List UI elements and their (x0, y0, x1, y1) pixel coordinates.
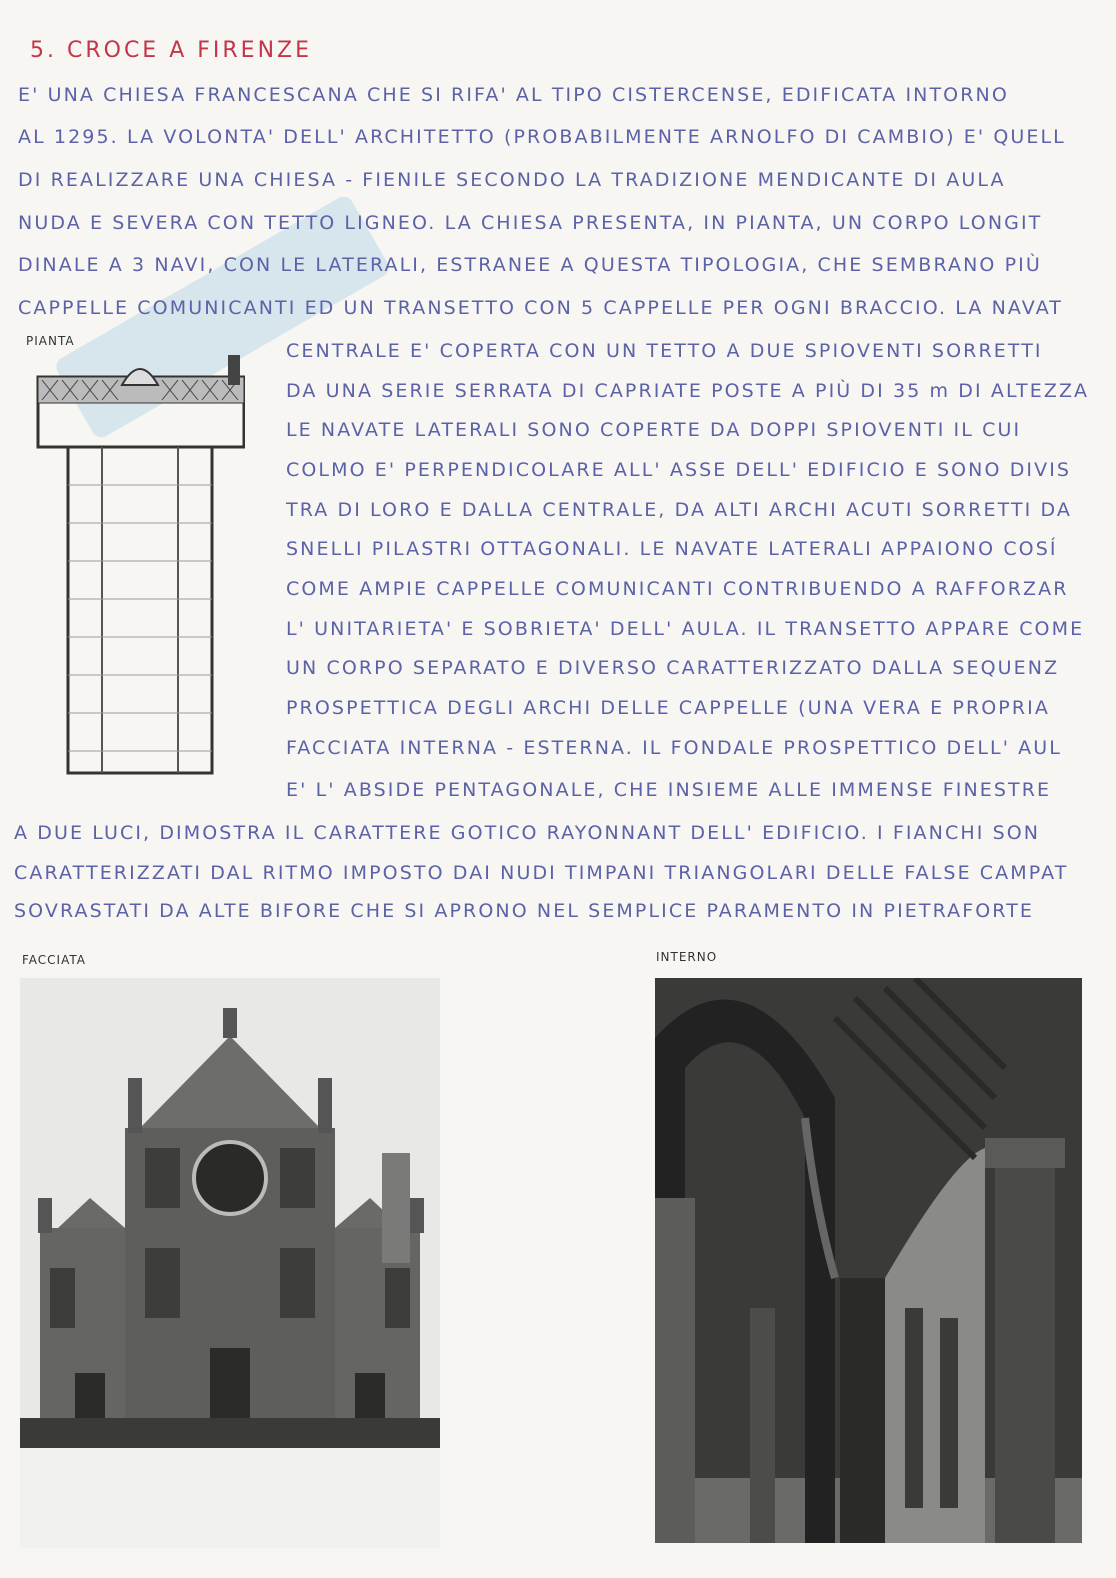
text-line: SNELLI PILASTRI OTTAGONALI. LE NAVATE LATERALI APPAIONO COSÍ (286, 538, 1058, 560)
text-line: CARATTERIZZATI DAL RITMO IMPOSTO DAI NUDI TIMPANI TRIANGOLARI DELLE FALSE CAMPAT (14, 862, 1069, 884)
facade-caption: FACCIATA (22, 953, 86, 967)
text-line: UN CORPO SEPARATO E DIVERSO CARATTERIZZATO DALLA SEQUENZ (286, 657, 1060, 679)
text-line: A DUE LUCI, DIMOSTRA IL CARATTERE GOTICO RAYONNANT DELL' EDIFICIO. I FIANCHI SON (14, 822, 1041, 844)
text-line: L' UNITARIETA' E SOBRIETA' DELL' AULA. IL TRANSETTO APPARE COME (286, 618, 1085, 640)
text-line: COME AMPIE CAPPELLE COMUNICANTI CONTRIBUENDO A RAFFORZAR (286, 578, 1069, 600)
text-line: FACCIATA INTERNA - ESTERNA. IL FONDALE PROSPETTICO DELL' AUL (286, 737, 1062, 759)
text-line: SOVRASTATI DA ALTE BIFORE CHE SI APRONO NEL SEMPLICE PARAMENTO IN PIETRAFORTE (14, 900, 1035, 922)
interior-caption: INTERNO (656, 950, 718, 964)
text-line: E' L' ABSIDE PENTAGONALE, CHE INSIEME ALLE IMMENSE FINESTRE (286, 779, 1052, 801)
text-line: CAPPELLE COMUNICANTI ED UN TRANSETTO CON 5 CAPPELLE PER OGNI BRACCIO. LA NAVAT (18, 297, 1064, 319)
text-line: AL 1295. LA VOLONTA' DELL' ARCHITETTO (PROBABILMENTE ARNOLFO DI CAMBIO) E' QUELL (18, 126, 1066, 148)
text-line: DI REALIZZARE UNA CHIESA - FIENILE SECONDO LA TRADIZIONE MENDICANTE DI AULA (18, 169, 1006, 191)
text-line: TRA DI LORO E DALLA CENTRALE, DA ALTI ARCHI ACUTI SORRETTI DA (286, 499, 1073, 521)
facade-photo (20, 978, 440, 1548)
text-line: E' UNA CHIESA FRANCESCANA CHE SI RIFA' AL TIPO CISTERCENSE, EDIFICATA INTORNO (18, 84, 1009, 106)
interior-photo (655, 978, 1082, 1543)
text-line: DINALE A 3 NAVI, CON LE LATERALI, ESTRANEE A QUESTA TIPOLOGIA, CHE SEMBRANO PIÙ (18, 254, 1042, 276)
text-line: LE NAVATE LATERALI SONO COPERTE DA DOPPI SPIOVENTI IL CUI (286, 419, 1022, 441)
church-floor-plan (30, 355, 245, 780)
text-line: PROSPETTICA DEGLI ARCHI DELLE CAPPELLE (UNA VERA E PROPRIA (286, 697, 1050, 719)
page-title: 5. CROCE A FIRENZE (30, 38, 313, 63)
text-line: DA UNA SERIE SERRATA DI CAPRIATE POSTE A PIÙ DI 35 m DI ALTEZZA (286, 380, 1090, 402)
text-line: NUDA E SEVERA CON TETTO LIGNEO. LA CHIESA PRESENTA, IN PIANTA, UN CORPO LONGIT (18, 212, 1043, 234)
text-line: CENTRALE E' COPERTA CON UN TETTO A DUE SPIOVENTI SORRETTI (286, 340, 1043, 362)
text-line: COLMO E' PERPENDICOLARE ALL' ASSE DELL' EDIFICIO E SONO DIVIS (286, 459, 1072, 481)
plan-caption: PIANTA (26, 334, 75, 348)
